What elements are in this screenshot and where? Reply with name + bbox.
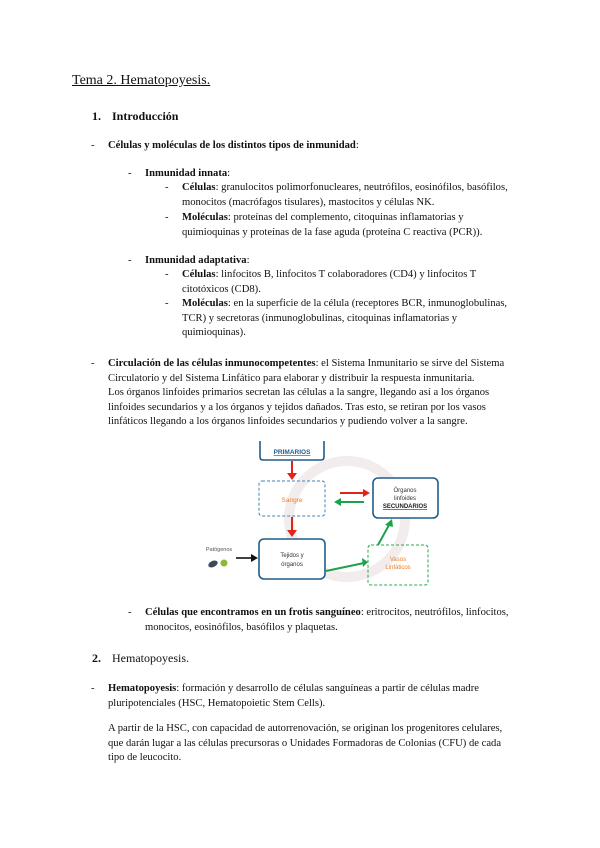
adaptive-mol-line2: TCR) y secretoras (inmunoglobulinas, citoquinas inflamatorias y (182, 312, 458, 324)
primarios-label: PRIMARIOS (273, 449, 311, 456)
tejidos-line2: órganos (281, 562, 303, 568)
organos-line1: Órganos (393, 488, 417, 494)
arrowhead-vasos-organos (385, 519, 393, 527)
arrow-tejidos-vasos (326, 563, 364, 571)
cells-heading-tail: : (355, 140, 359, 151)
hema-line1: : formación y desarrollo de células sanguíneas a partir de células madre (176, 683, 479, 694)
innate-mol-line1: : proteínas del complemento, citoquinas inflamatorias y (227, 212, 464, 223)
section-heading-intro (92, 108, 178, 124)
arrowhead-primarios-sangre (287, 473, 297, 480)
cells-heading (108, 139, 359, 154)
pathogen-bacterium (207, 559, 219, 569)
bullet-dash: - (91, 683, 95, 694)
adaptive-mol-line1: : en la superficie de la célula (receptores BCR, inmunoglobulinas, (227, 298, 508, 309)
bullet-dash: - (91, 140, 95, 151)
bullet-dash: - (165, 269, 169, 280)
organos-line2: linfoides (393, 496, 417, 502)
sangre-label: Sangre (281, 497, 303, 504)
bullet-dash: - (165, 298, 169, 309)
arrowhead-patogenos-tejidos (251, 554, 258, 562)
circulation-line3: Los órganos linfoides primarios secretan las células a la sangre, llegando así a los órganos (108, 387, 490, 399)
hema-p2-line1: A partir de la HSC, con capacidad de autorrenovación, se originan los progenitores celulares, (108, 723, 503, 734)
arrowhead-tejidos-vasos (362, 558, 368, 567)
adaptive-cells-line2: citotóxicos (CD8). (182, 283, 261, 295)
adaptive-heading (145, 254, 250, 269)
tejidos-box (259, 539, 325, 579)
adaptive-tail: : (246, 255, 250, 266)
tejidos-line1: Tejidos y (280, 553, 304, 559)
section-heading-hematopoyesis (92, 650, 189, 666)
section-title: Introducción (112, 109, 179, 123)
pathogen-virus (221, 560, 228, 567)
vasos-line2: Linfáticos (385, 565, 411, 571)
innate-cells-line2: monocitos (macrófagos tisulares), mastocitos y células NK. (182, 196, 435, 208)
innate-cells-line1: : granulocitos polimorfonucleares, neutrófilos, eosinófilos, basófilos, (215, 182, 508, 193)
innate-cells (182, 181, 542, 210)
section-number: 1. (92, 109, 101, 123)
circulation-line5: linfáticos llegando a los órganos linfoides secundarios y pudiendo volver a la sangre. (108, 416, 468, 428)
adaptive-cells (182, 268, 542, 297)
innate-heading (145, 167, 230, 182)
circulation-paragraph (108, 357, 548, 430)
circulation-line1: : el Sistema Inmunitario se sirve del Sistema (315, 358, 505, 369)
bullet-dash: - (128, 255, 132, 266)
innate-molecules (182, 211, 542, 240)
cells-heading-label: Células y moléculas de los distintos tipos de inmunidad (108, 140, 356, 151)
patogenos-label: Patógenos (205, 547, 233, 553)
section-number: 2. (92, 651, 101, 665)
adaptive-mol-line3: quimioquinas). (182, 327, 246, 339)
hema-p2-line2: que darán lugar a las células precursoras o Unidades Formadoras de Colonias (CFU) de cada (108, 737, 502, 749)
hema-definition (108, 682, 548, 711)
bullet-dash: - (128, 168, 132, 179)
hema-p2-line3: tipo de leucocito. (108, 752, 182, 764)
smear-line2: monocitos, eosinófilos, basófilos y plaquetas. (145, 621, 338, 633)
organos-line3: SECUNDARIOS (382, 504, 428, 510)
adaptive-cells-line1: : linfocitos B, linfocitos T colaboradores (CD4) y linfocitos T (215, 269, 477, 280)
innate-mol-label: Moléculas (182, 212, 228, 223)
smear-line1: : eritrocitos, neutrófilos, linfocitos, (360, 607, 509, 618)
hema-line2: pluripotenciales (HSC, Hematopoietic Stem Cells). (108, 697, 326, 709)
bullet-dash: - (165, 212, 169, 223)
adaptive-label: Inmunidad adaptativa (145, 255, 247, 266)
innate-mol-line2: quimioquinas y proteínas de la fase aguda (proteína C reactiva (PCR)). (182, 226, 483, 238)
vasos-line1: Vasos (389, 557, 407, 563)
hema-paragraph (108, 722, 548, 766)
page-title: Tema 2. Hematopoyesis. (72, 73, 211, 88)
hema-label: Hematopoyesis (108, 683, 177, 694)
bullet-dash: - (91, 358, 95, 369)
adaptive-cells-label: Células (182, 269, 216, 280)
arrow-vasos-organos (378, 525, 389, 545)
bullet-dash: - (128, 607, 132, 618)
innate-cells-label: Células (182, 182, 216, 193)
innate-label: Inmunidad innata (145, 168, 228, 179)
bullet-dash: - (165, 182, 169, 193)
circulation-label: Circulación de las células inmunocompetentes (108, 358, 316, 369)
diagram-svg (192, 441, 440, 589)
adaptive-mol-label: Moléculas (182, 298, 228, 309)
smear-label: Células que encontramos en un frotis sanguíneo (145, 607, 361, 618)
smear-paragraph (145, 606, 545, 635)
adaptive-molecules (182, 297, 542, 341)
arrowhead-sangre-organos (363, 489, 370, 497)
innate-tail: : (227, 168, 231, 179)
section-title: Hematopoyesis. (112, 651, 189, 665)
immune-circulation-diagram (192, 441, 440, 589)
arrowhead-organos-sangre (334, 498, 341, 506)
circulation-line2: Circulatorio y del Sistema Linfático para elaborar y distribuir la respuesta inmunitaria. (108, 372, 475, 384)
circulation-line4: linfoides secundarios y a los órganos y tejidos dañados. Tras esto, se retiran por los vasos (108, 401, 486, 413)
